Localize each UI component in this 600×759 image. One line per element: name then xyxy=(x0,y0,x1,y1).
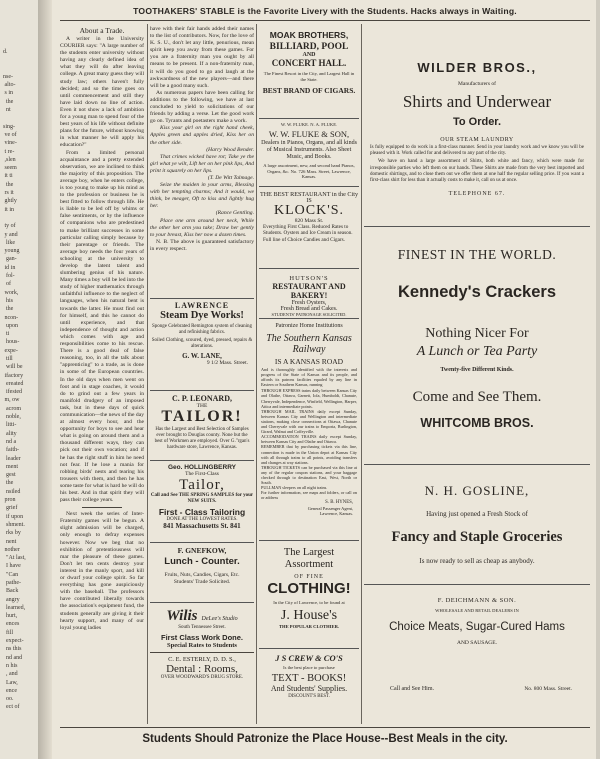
article-title: About a Trade. xyxy=(79,26,125,35)
verse-citation: (T. De Witt Talmage. xyxy=(207,174,254,181)
ad-name: WHITCOMB BROS. xyxy=(420,416,534,430)
ad-title: Fancy and Staple Groceries xyxy=(391,529,563,545)
dye-works-ad xyxy=(150,298,254,391)
ad-name: N. H. GOSLINE, xyxy=(424,483,530,498)
ad-text: OF FINE xyxy=(294,574,324,580)
verse: Kiss your girl on the right hand cheek, Apples green and apples dried, Kiss her on the other side. xyxy=(150,125,254,146)
ad-text: DISCOUNT'S BEST. xyxy=(288,694,330,699)
ad-heading: OUR STEAM LAUNDRY xyxy=(440,137,514,143)
previous-page-text: d. nse- alto- s in the nt sing- ve of vine- t re- ,slen seem it ti the rs it ghtly it in ty of y and like young gan- id in fol- of work, his the ncon- upon ti hous- expe- till will be ifactory ereated ifested m, ow acrom noble, litti- ality nd a faith- leader ment gest the nsiled pron grief if upon shment. rks by nent nother "At last, I have "Can pathe- Back angry learned, hurt, ences fill expect- ns this nd and n his , and Law, ence oo. ect of xyxy=(3,49,26,711)
ad-title: Come and See Them. xyxy=(412,389,542,405)
kennedy-crackers-ad xyxy=(364,226,590,453)
ad-text: Is now ready to sell as cheap as anybody. xyxy=(419,557,535,565)
column-rule-1 xyxy=(147,24,148,724)
ad-text: THE xyxy=(196,403,208,409)
ad-name: W. W. FLUKE & SON, xyxy=(268,129,350,139)
ad-name: S. B. HYNES, xyxy=(325,500,353,506)
ad-text: The Finest Resort in the City, and Largest Hall in the State. xyxy=(263,71,355,82)
ad-title: RESTAURANT AND BAKERY! xyxy=(272,282,346,300)
previous-page-edge xyxy=(0,0,39,759)
ad-address: 841 Massachusetts St. 841 xyxy=(163,522,241,530)
ad-text: And is thoroughly identified with the interests and progress of the State of Kansas and its people, and affords its patrons facilities equaled by any line in Eastern or Southern Kansas, running xyxy=(261,367,357,388)
editorial-paragraph: N. B. The above is guaranteed satisfactory in every respect. xyxy=(150,238,254,252)
ad-text: Soiled Clothing, scoured, dyed, pressed, repairs & alterations. xyxy=(151,338,253,349)
hutson-bakery-ad xyxy=(259,268,359,317)
ad-text: REMEMBER that by purchasing tickets via this line, connection is made in the Union depot at Kansas City with all through trains to all points, avoiding transfers and changes at way stations. xyxy=(261,444,357,465)
ad-name: MOAK BROTHERS, xyxy=(269,30,349,40)
ad-title: IS A KANSAS ROAD xyxy=(274,357,344,366)
ad-title: Shirts and Underwear xyxy=(402,92,552,111)
article-paragraph: Next week the series of Inter-Fraternity games will be begun. A slight admission will be charged, only enough to defray expenses however. Now we beg that no exhibition of pretentiousness will mar the pleasure of these games. Don't let ten cents destroy your interest in the manly sport, and kill or dwarf your college spirit. So far everything has gone auspiciously with the baseball. The professors have contributed liberally towards the association's equipment fund, the students generally are giving it their hearty support, and many of our loyal young ladies xyxy=(60,511,144,631)
ad-text: Special Rates to Students xyxy=(167,642,237,649)
southern-kansas-railway-ad xyxy=(259,318,359,541)
ad-address: 820 Mass St. xyxy=(294,218,324,224)
separator-rule xyxy=(82,507,122,508)
ad-name: J S CREW & CO'S xyxy=(275,653,343,663)
ad-text: Fresh Oysters, xyxy=(291,300,327,306)
ad-heading: Patronize Home Institutions xyxy=(275,323,343,329)
footer-rule xyxy=(60,727,590,728)
ad-title: To Order. xyxy=(452,116,502,128)
ad-name: HUTSON'S xyxy=(289,275,329,282)
ad-title: Dental : Rooms, xyxy=(166,663,238,675)
verse: That crimes wicked have rot; Take ye the girl what ye wilt, Lift her on her pink lips, And print it squarely on her lips. xyxy=(150,153,254,174)
studio-dental-ad xyxy=(150,602,254,727)
ad-text: DONE AT THE LOWEST RATES. xyxy=(166,517,238,522)
moak-billiard-ad xyxy=(259,24,359,114)
ad-text: Call and See Him. xyxy=(390,686,434,692)
column-rule-2 xyxy=(256,24,257,724)
ad-heading: LAWRENCE xyxy=(174,301,230,310)
ad-name: WILDER BROS., xyxy=(417,60,537,75)
hollingberry-tailor-ad xyxy=(150,460,254,543)
klock-restaurant-ad xyxy=(259,186,359,269)
ad-text: Fruits, Nuts, Candies, Cigars, Etc. Students' Trade Solicited. xyxy=(164,572,240,585)
article-paragraph: A writer in the University COURIER says: "A large number of the students enter university without having any clearly defined idea of what they will do after leaving college. A great many guess they will study law; others haven't fully decided; and so the time goes on until commencement and still they have laid down no line of action. Even it not show a lack of ambition for a young man to spend four of the best years of his life without definite plans for the future, without knowing in what manner he will apply his education?" xyxy=(60,36,144,149)
ad-text: Manufacturers of xyxy=(457,81,497,87)
ad-text: THROUGH MAIL TRAINS daily except Sunday, between Kansas City and Wellington and intermediate stations, making close connections at Ottawa, Chanute and Cherryvale with our trains to Emporia, Burlington, Girard, Walnut and Coffeyville. xyxy=(261,408,357,435)
ad-name: C. P. LEONARD, xyxy=(172,394,232,403)
leonard-tailor-ad xyxy=(150,390,254,461)
ad-title: The Largest Assortment xyxy=(283,547,335,570)
studio-script-logo: Wilis xyxy=(166,608,198,624)
ad-title: TAILOR! xyxy=(161,408,243,425)
ad-title: FINEST IN THE WORLD. xyxy=(397,247,557,262)
ad-title: TEXT - BOOKS! xyxy=(271,673,347,684)
ad-title: And Students' Supplies. xyxy=(270,684,348,693)
ad-text: Everything First Class. Reduced Rates to Students. Oysters and Ice Cream in season. Full line of Choice Candies and Cigars. xyxy=(263,224,353,243)
fluke-music-ad xyxy=(259,118,359,185)
ad-address: South Tennessee Street. xyxy=(178,625,226,630)
ad-title: First Class Work Done. xyxy=(161,633,243,642)
ad-title: Steam Dye Works! xyxy=(160,310,244,321)
crew-books-ad xyxy=(259,648,359,727)
ad-title: The Southern Kansas Railway xyxy=(266,333,352,355)
ad-name: J. House's xyxy=(280,608,338,623)
ad-text: A large assortment, new, and second hand Pianos, Organs, &c. No. 726 Mass. Street, Lawrence, Kansas. xyxy=(263,163,355,180)
deichmann-meats-ad xyxy=(364,584,590,725)
ad-text: General Passenger Agent, xyxy=(307,506,353,512)
ad-text: Fresh Bread and Cakes. xyxy=(280,306,338,312)
ad-text: A Lunch or Tea Party xyxy=(416,344,538,359)
column-rule-3 xyxy=(361,24,362,724)
ad-title: CLOTHING! xyxy=(267,580,351,597)
ad-text: Nothing Nicer For xyxy=(425,326,529,341)
header-rule xyxy=(60,20,590,21)
header-banner: TOOTHAKERS' STABLE is the Favorite Livery with the Students. Hacks always in Waiting. xyxy=(133,6,517,16)
studio-name: DeLee's Studio xyxy=(201,616,238,622)
ad-text: IS xyxy=(306,198,312,204)
ad-text: Has the Largest and Best Selection of Samples ever brought to Douglas county. None but the best of Workmen are employed. Over G."rgan's hardware store, Lawrence, Kansas. xyxy=(154,427,250,450)
ad-title: BILLIARD, POOL xyxy=(269,42,349,52)
ad-text: For further information, see maps and folders, or call on or address xyxy=(261,490,357,501)
ad-text: THROUGH TICKETS can be purchased via this line at any of the regular coupon stations, and your baggage checked through to destination East, West, North or South. xyxy=(261,464,357,486)
ad-text: STUDENTS' PATRONAGE SOLICITED. xyxy=(271,312,347,317)
ad-name: G. W. LANE, xyxy=(182,352,222,360)
verse: Seize the maiden in your arms, Blessing with her tempting charms; And it would, we think, be meager, Oft to kiss and lightly hug her. xyxy=(150,182,254,210)
ad-title: KLOCK'S. xyxy=(273,203,345,218)
ad-address: 9 1/2 Mass. Street. xyxy=(206,360,248,366)
editorial-column xyxy=(150,26,254,296)
ad-text: Twenty-five Different Kinds. xyxy=(440,367,514,373)
ad-title: CONCERT HALL. xyxy=(271,58,347,68)
gosline-groceries-ad xyxy=(364,464,590,583)
editorial-paragraph: have with their fair hands added their names to the list of contributors. Now, for the love of K. S. U., don't let any little, penurious, mean spirit keep you away from these games. For you are a fraternity man you ought by all means to be present. If a non-fraternity man, it will do you good to go and laugh at the awkwardness of the new players—and there will be a good many such. xyxy=(150,26,254,89)
verse-citation: (Rance Gentling. xyxy=(215,210,254,217)
ad-title: BEST BRAND OF CIGARS. xyxy=(262,86,356,96)
footer-banner: Students Should Patronize the Place House--Best Meals in the city. xyxy=(142,733,508,745)
editorial-paragraph: As numerous papers have been calling for additions to the following, we have at last concluded to yield to solicitations of our friends by adding a verse. Let the good work go on. Tyrants and poetasters make a work. xyxy=(150,89,254,125)
ad-name: C. E. ESTERLY, D. D. S., xyxy=(168,656,236,663)
ad-text: ACCOMMODATION TRAINS daily except Sunday, between Kansas City and Olathe and Ottawa. xyxy=(261,434,357,445)
ad-name: F. GNEFKOW, xyxy=(177,546,227,555)
ad-text: Sponge Celebrated Remington system of cleaning and refinishing fabrics. xyxy=(151,324,253,335)
ad-heading: THE BEST RESTAURANT in the City xyxy=(259,191,359,198)
ad-text: Call and See THE SPRING SAMPLES for your NEW SUITS. xyxy=(150,493,254,504)
ad-name: F. DEICHMANN & SON. xyxy=(437,597,517,604)
ad-text: AND xyxy=(302,52,316,58)
verse-citation: (Harry Wood Bender. xyxy=(206,146,254,153)
ad-address: Lawrence, Kansas. xyxy=(319,511,353,517)
wilder-shirts-ad xyxy=(364,24,590,224)
article-paragraph: From a limited personal acquaintance and a pretty extended observation, we are inclined to think the majority of this proposition. The average boy, when he enters college, is too young to make up his mind as to the profession or business he is best fitted to follow through life. He is liable to be led off by whims or false sentiments, or by the influence of companions who are predestined to make brilliant successes in some particular calling simply because by their parentage or friends. The average boy needs the four years of schooling at the university to develop the latent talent and slumbering genius of his nature. Many times a boy will be led into the study of higher mathematics through unfaithful influence to the neglect of languages, when his natural bent is towards the latter. He must find out for himself, and this he cannot do until experience, and that independence of thought and action which comes with age and responsibilities come to his rescue. There is a good deal of false reasoning, too, in all the talk about "apprenticing" to a trade, as is done in some of the European countries. In the old days when men went on foot and in stage coaches, it would do to grind out a few years in manifold drudgery of an imposed task, but in these days of quick communication—the news of the day at almost every hour, and the opportunity for boys to see and hear what is going on around them and a thousand different ways, they can pick out their own vocation; and if he has the right stuff in him he need not fear. If he lose a mania for robbing birds' nests and tearing his trousers with them, and then he has some taste for what is hard he will do his best. And in that spirit they will pass their college years. xyxy=(60,149,144,504)
verse: Place one arm around her neck, While the other her arm you take; Draw her gently to your breast, Kiss her now a dozen times. xyxy=(150,217,254,238)
ad-text: Is fully equipped to do work in a first-class manner. Send in your laundry work and we know you will be pleased with it. Work called for and delivered to any part of the city. xyxy=(370,145,584,157)
ad-text: Dealers in Pianos, Organs, and all kinds of Musical Instruments. Also Sheet Music, and Books. xyxy=(261,140,357,160)
ad-title: Tailor, xyxy=(179,477,225,493)
ad-phone: TELEPHONE 67. xyxy=(448,191,506,198)
ad-text: AND SAUSAGE. xyxy=(456,640,498,646)
ad-title: Choice Meats, Sugar-Cured Hams xyxy=(389,621,565,633)
ad-text: Is the best place to purchase xyxy=(283,665,335,670)
ad-text: W. W. FLUKE. N. A. FLUKE. xyxy=(280,122,338,127)
binding-gutter xyxy=(38,0,52,759)
ad-address: OVER WOODWARD'S DRUG STORE. xyxy=(160,675,244,680)
ad-text: The First-Class xyxy=(185,471,219,477)
ad-address: No. 800 Mass. Street. xyxy=(524,686,572,692)
ad-text: WHOLESALE AND RETAIL DEALERS IN xyxy=(435,608,519,613)
ad-text: THROUGH EXPRESS trains daily between Kansas City and Olathe, Ottawa, Garnett, Iola, Humboldt, Chanute, Cherryvale, Independence, Winfield, Wellington, Harper, Attica and intermediate points. xyxy=(261,388,357,409)
ad-text: PULLMAN sleepers on all night trains. xyxy=(261,485,328,491)
house-clothing-ad xyxy=(259,540,359,647)
ad-title: Lunch - Counter. xyxy=(164,556,240,567)
ad-text: In the City of Lawrence, to be found at xyxy=(273,600,345,605)
ad-text: THE POPULAR CLOTHIER. xyxy=(278,624,340,629)
ad-text: Having just opened a Fresh Stock of xyxy=(426,510,528,518)
ad-text: We have on hand a large assortment of Shirts, both white and fancy, which were made for irresponsible parties who left them on our hands. These Shirts are made from the very best imported and domestic shirtings, and to close them out we offer them at one half the regular selling price. If you want a first-class shirt for less than it actually costs to make it, call on us at once. xyxy=(370,159,584,184)
ad-title: First - Class Tailoring xyxy=(158,507,246,517)
ad-name: Geo. HOLLINGBERRY xyxy=(167,464,236,471)
separator-rule xyxy=(150,652,254,653)
article-column xyxy=(60,26,144,724)
gnefkow-lunch-ad xyxy=(150,542,254,603)
ad-title: Kennedy's Crackers xyxy=(397,283,556,301)
